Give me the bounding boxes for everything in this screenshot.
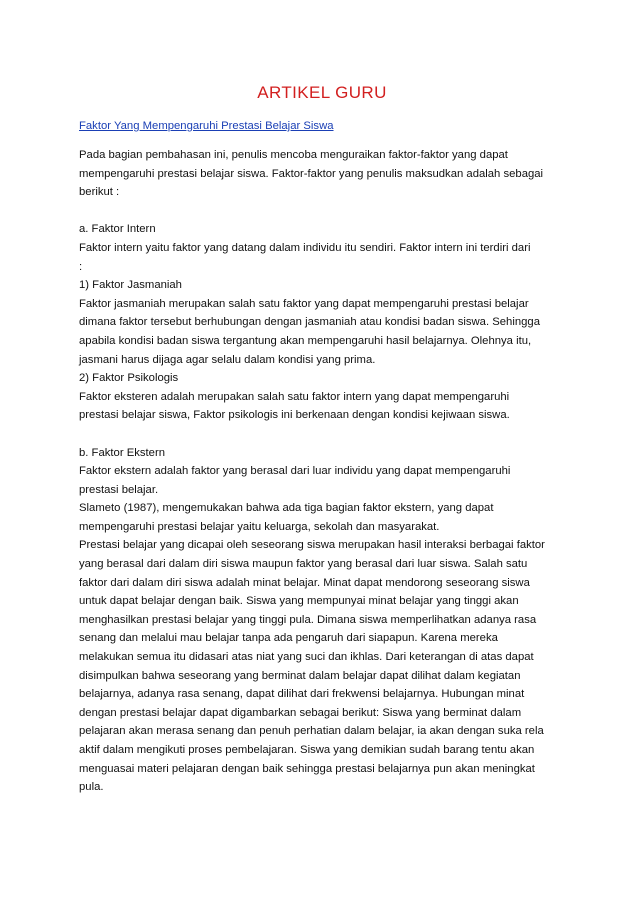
- body-line: :: [79, 260, 83, 273]
- body-line: a. Faktor Intern: [79, 223, 156, 236]
- body-line: menguasai materi pelajaran dengan baik sehingga prestasi belajarnya pun akan meningkat: [79, 762, 535, 775]
- body-line: berikut :: [79, 186, 120, 199]
- body-line: Prestasi belajar yang dicapai oleh seseorang siswa merupakan hasil interaksi berbagai faktor: [79, 539, 545, 552]
- body-line: dimana faktor tersebut berhubungan dengan jasmaniah atau kondisi badan siswa. Sehingga: [79, 316, 540, 329]
- body-line: Pada bagian pembahasan ini, penulis mencoba menguraikan faktor-faktor yang dapat: [79, 149, 508, 161]
- article-title-link[interactable]: Faktor Yang Mempengaruhi Prestasi Belajar Siswa: [79, 120, 334, 132]
- body-line: 2) Faktor Psikologis: [79, 372, 179, 385]
- body-line: Faktor intern yaitu faktor yang datang dalam individu itu sendiri. Faktor intern ini terdiri dari: [79, 241, 531, 254]
- article-body: [79, 146, 565, 797]
- body-line: Slameto (1987), mengemukakan bahwa ada tiga bagian faktor ekstern, yang dapat: [79, 502, 494, 515]
- body-line: Faktor jasmaniah merupakan salah satu faktor yang dapat mempengaruhi prestasi belajar: [79, 297, 529, 310]
- body-line: prestasi belajar.: [79, 483, 159, 496]
- body-line: pula.: [79, 781, 104, 794]
- body-line: faktor dari dalam diri siswa adalah minat belajar. Minat dapat mendorong seseorang siswa: [79, 576, 530, 589]
- blank-line: [79, 425, 565, 444]
- body-line: mempengaruhi prestasi belajar siswa. Faktor-faktor yang penulis maksudkan adalah sebagai: [79, 167, 544, 180]
- body-line: aktif dalam mengikuti proses pembelajaran. Siswa yang demikian sudah barang tentu akan: [79, 744, 535, 756]
- body-line: Faktor ekstern adalah faktor yang berasal dari luar individu yang dapat mempengaruhi: [79, 465, 511, 478]
- body-line: untuk dapat belajar dengan baik. Siswa yang mempunyai minat belajar yang tinggi akan: [79, 595, 519, 608]
- body-line: pelajaran akan merasa senang dan penuh perhatian dalam belajar, ia akan dengan suka rela: [79, 725, 544, 738]
- body-line: dengan prestasi belajar dapat digambarkan sebagai berikut: Siswa yang berminat dalam: [79, 706, 522, 719]
- body-line: belajarnya, adanya rasa senang, dapat dilihat dari frekwensi belajarnya. Hubungan minat: [79, 688, 525, 701]
- blank-line: [79, 202, 565, 221]
- body-line: apabila kondisi badan siswa tergantung akan mempengaruhi hasil belajarnya. Olehnya itu,: [79, 334, 532, 347]
- page-title: ARTIKEL GURU: [257, 83, 387, 102]
- document-page: [79, 82, 565, 797]
- body-line: melakukan semua itu didasari atas niat yang suci dan ikhlas. Dari keterangan di atas dapat: [79, 651, 534, 664]
- body-line: prestasi belajar siswa, Faktor psikologis ini berkenaan dengan kondisi kejiwaan siswa.: [79, 409, 510, 422]
- body-line: 1) Faktor Jasmaniah: [79, 279, 182, 292]
- body-line: jasmani harus dijaga agar selalu dalam kondisi yang prima.: [79, 353, 376, 366]
- body-line: menghasilkan prestasi belajar yang tinggi pula. Dimana siswa memperlihatkan adanya rasa: [79, 613, 537, 626]
- body-line: senang dan melalui mau belajar tanpa ada pengaruh dari siapapun. Karena mereka: [79, 632, 498, 645]
- body-line: disimpulkan bahwa seseorang yang berminat dalam belajar dapat dilihat dalam kegiatan: [79, 669, 521, 682]
- body-line: b. Faktor Ekstern: [79, 446, 166, 459]
- body-line: mempengaruhi prestasi belajar yaitu keluarga, sekolah dan masyarakat.: [79, 520, 440, 533]
- body-line: Faktor eksteren adalah merupakan salah satu faktor intern yang dapat mempengaruhi: [79, 390, 510, 403]
- body-line: yang berasal dari dalam diri siswa maupun faktor yang berasal dari luar siswa. Salah satu: [79, 558, 528, 571]
